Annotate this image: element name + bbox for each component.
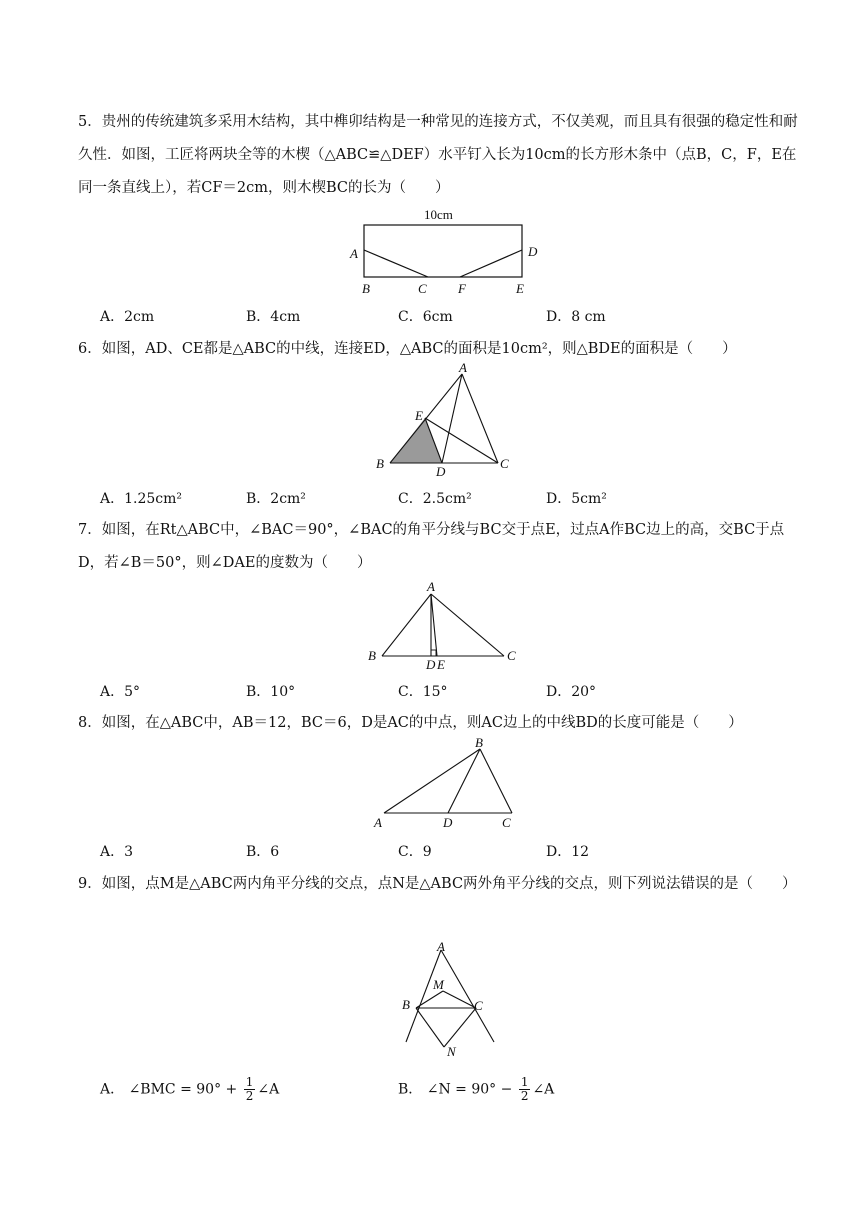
numerator: 1 — [245, 1075, 254, 1089]
figure-q7 — [364, 580, 524, 676]
label-B: B — [368, 648, 376, 663]
denominator: 2 — [520, 1089, 529, 1103]
label-B: B — [475, 736, 483, 750]
fraction — [519, 1076, 531, 1103]
label-10cm: 10cm — [424, 207, 453, 222]
option-a-right: ∠A — [257, 1081, 280, 1098]
option-b[interactable]: B．2cm² — [246, 491, 306, 507]
label-B: B — [376, 456, 384, 471]
question-5-text: 5．贵州的传统建筑多采用木结构，其中榫卯结构是一种常见的连接方式，不仅美观，而且具有很强的稳定性和耐久性．如图，工匠将两块全等的木楔（△ABC≌△DEF）水平钉入长为10cm的长方形木条中（点B，C，F，E在同一条直线上），若CF＝2cm，则木楔BC的长为（ ） — [78, 114, 798, 196]
label-B: B — [402, 997, 410, 1012]
denominator: 2 — [245, 1089, 254, 1103]
option-a-left: ∠BMC = 90° + — [128, 1081, 238, 1098]
option-d[interactable]: D．8 cm — [546, 309, 606, 325]
option-b[interactable] — [398, 1076, 554, 1103]
option-b[interactable]: B．10° — [246, 684, 296, 700]
label-C: C — [474, 998, 483, 1013]
option-a[interactable]: A．5° — [100, 684, 141, 700]
figure-q9 — [392, 938, 502, 1062]
option-a[interactable]: A．2cm — [100, 309, 155, 325]
numerator: 1 — [520, 1075, 529, 1089]
option-d[interactable]: D．5cm² — [546, 491, 607, 507]
question-8-text: 8．如图，在△ABC中，AB＝12，BC＝6，D是AC的中点，则AC边上的中线BD的长度可能是（ ） — [78, 715, 743, 731]
option-c[interactable]: C．15° — [398, 684, 448, 700]
label-M: M — [433, 977, 444, 992]
option-c[interactable]: C．9 — [398, 844, 432, 860]
label-A: A — [437, 939, 445, 954]
label-E: E — [415, 408, 423, 423]
option-a[interactable] — [100, 1076, 279, 1103]
option-a[interactable]: A．3 — [100, 844, 134, 860]
option-a[interactable]: A．1.25cm² — [100, 491, 183, 507]
option-b[interactable]: B．4cm — [246, 309, 301, 325]
label-A: A — [459, 362, 467, 375]
question-7-text: 7．如图，在Rt△ABC中，∠BAC＝90°，∠BAC的角平分线与BC交于点E，过点A作BC边上的高，交BC于点D，若∠B＝50°，则∠DAE的度数为（ ） — [78, 522, 785, 571]
label-C: C — [502, 815, 511, 830]
option-b-label: B． — [398, 1081, 423, 1098]
label-F: F — [458, 281, 466, 296]
label-C: C — [507, 648, 516, 663]
option-b[interactable]: B．6 — [246, 844, 280, 860]
fraction — [244, 1076, 256, 1103]
option-a-label: A． — [100, 1081, 125, 1098]
option-c[interactable]: C．6cm — [398, 309, 453, 325]
label-A: A — [427, 580, 435, 594]
label-E: E — [516, 281, 524, 296]
label-C: C — [500, 456, 509, 471]
figure-q5 — [340, 200, 550, 300]
figure-q6 — [372, 362, 522, 480]
figure-q8 — [368, 736, 528, 832]
question-9-text: 9．如图，点M是△ABC两内角平分线的交点，点N是△ABC两外角平分线的交点，则下列说法错误的是（ ） — [78, 876, 797, 892]
label-D: D — [528, 244, 538, 259]
label-D: D — [436, 464, 446, 479]
label-A: A — [374, 815, 382, 830]
question-6-text: 6．如图，AD、CE都是△ABC的中线，连接ED，△ABC的面积是10cm²，则△BDE的面积是（ ） — [78, 341, 737, 357]
label-C: C — [418, 281, 427, 296]
label-E: E — [437, 657, 445, 672]
label-D: D — [426, 657, 436, 672]
option-b-left: ∠N = 90° − — [426, 1081, 513, 1098]
option-d[interactable]: D．20° — [546, 684, 597, 700]
option-d[interactable]: D．12 — [546, 844, 590, 860]
option-c[interactable]: C．2.5cm² — [398, 491, 472, 507]
label-N: N — [447, 1044, 456, 1059]
option-b-right: ∠A — [532, 1081, 555, 1098]
label-B: B — [362, 281, 370, 296]
label-A: A — [350, 246, 358, 261]
label-D: D — [443, 815, 453, 830]
